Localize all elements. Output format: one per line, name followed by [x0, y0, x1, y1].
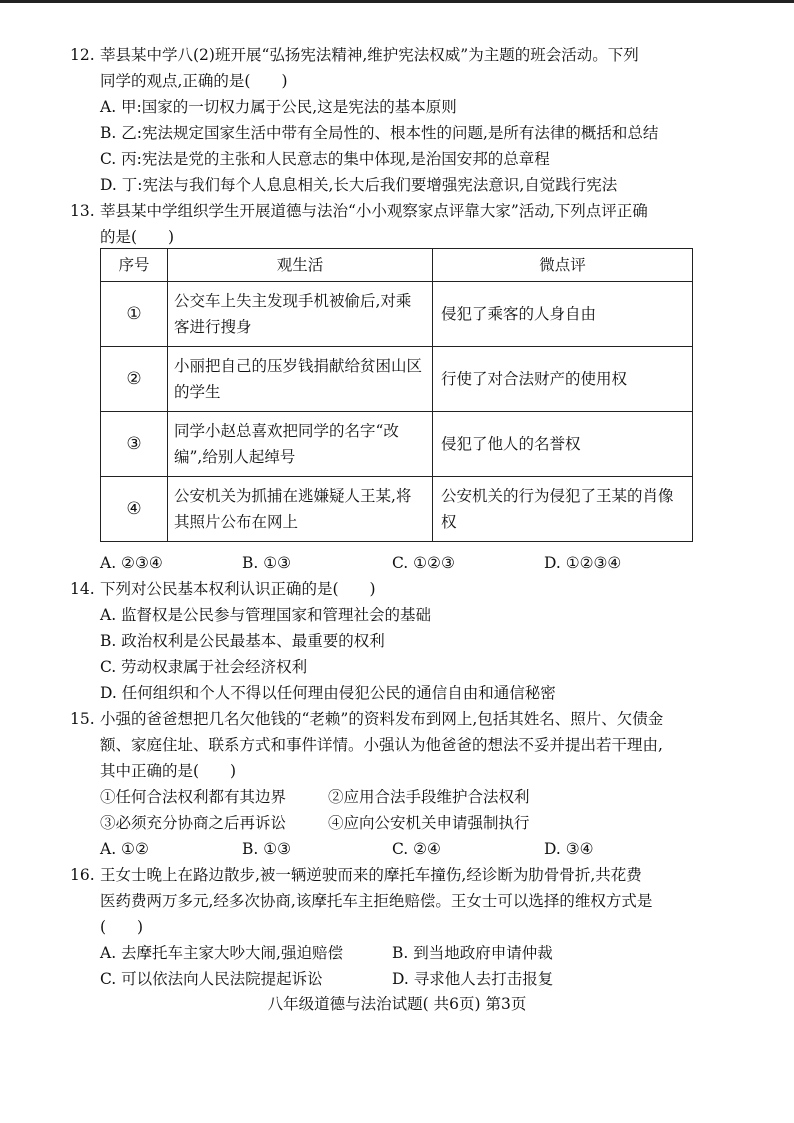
option-d: D. ①②③④	[544, 554, 622, 572]
row-index: ④	[101, 477, 168, 542]
row-index: ③	[101, 412, 168, 477]
question-number: 12.	[70, 46, 95, 64]
option-c: C. ①②③	[392, 554, 455, 572]
option-b: B. ①③	[242, 840, 292, 858]
option-b: B. 到当地政府申请仲裁	[392, 944, 553, 962]
table-header-row	[101, 249, 693, 282]
statement-2: ②应用合法手段维护合法权利	[328, 788, 530, 806]
option-c: C. 丙:宪法是党的主张和人民意志的集中体现,是治国安邦的总章程	[100, 150, 550, 168]
option-a: A. ①②	[100, 840, 149, 858]
options-row	[100, 550, 700, 576]
statement-4: ④应向公安机关申请强制执行	[328, 814, 530, 832]
question-number: 15.	[70, 710, 95, 728]
row-comment: 侵犯了他人的名誉权	[433, 412, 693, 477]
row-index: ①	[101, 282, 168, 347]
question-number: 13.	[70, 202, 95, 220]
option-b: B. ①③	[242, 554, 292, 572]
option-d: D. 任何组织和个人不得以任何理由侵犯公民的通信自由和通信秘密	[100, 684, 556, 702]
question-13-options	[100, 550, 700, 576]
table-row	[101, 477, 693, 542]
option-c: C. 可以依法向人民法院提起诉讼	[100, 970, 323, 988]
row-life: 同学小赵总喜欢把同学的名字“改编”,给别人起绰号	[168, 412, 433, 477]
option-a: A. 甲:国家的一切权力属于公民,这是宪法的基本原则	[100, 98, 457, 116]
option-a: A. 监督权是公民参与管理国家和管理社会的基础	[100, 606, 432, 624]
question-stem: 王女士晚上在路边散步,被一辆逆驶而来的摩托车撞伤,经诊断为肋骨骨折,共花费	[100, 866, 642, 884]
option-d: D. 丁:宪法与我们每个人息息相关,长大后我们要增强宪法意识,自觉践行宪法	[100, 176, 618, 194]
option-c: C. 劳动权隶属于社会经济权利	[100, 658, 308, 676]
option-c: C. ②④	[392, 840, 441, 858]
header-comment: 微点评	[433, 249, 693, 282]
row-comment: 侵犯了乘客的人身自由	[433, 282, 693, 347]
question-stem: 小强的爸爸想把几名欠他钱的“老赖”的资料发布到网上,包括其姓名、照片、欠债金	[100, 710, 664, 728]
question-stem: 的是( )	[100, 228, 175, 246]
statements-row	[100, 810, 700, 836]
row-life: 小丽把自己的压岁钱捐献给贫困山区的学生	[168, 347, 433, 412]
question-stem: 额、家庭住址、联系方式和事件详情。小强认为他爸爸的想法不妥并提出若干理由,	[100, 736, 663, 754]
option-a: A. 去摩托车主家大吵大闹,强迫赔偿	[100, 944, 343, 962]
option-d: D. 寻求他人去打击报复	[392, 970, 554, 988]
options-row	[100, 966, 700, 992]
row-comment: 行使了对合法财产的使用权	[433, 347, 693, 412]
page-footer: 八年级道德与法治试题( 共6页) 第3页	[267, 995, 527, 1013]
question-stem: 莘县某中学八(2)班开展“弘扬宪法精神,维护宪法权威”为主题的班会活动。下列	[100, 46, 639, 64]
table-row	[101, 282, 693, 347]
question-number: 16.	[70, 866, 95, 884]
statement-3: ③必须充分协商之后再诉讼	[100, 814, 287, 832]
question-stem: 其中正确的是( )	[100, 762, 237, 780]
option-a: A. ②③④	[100, 554, 163, 572]
table-row	[101, 347, 693, 412]
options-row	[100, 940, 700, 966]
question-stem: 莘县某中学组织学生开展道德与法治“小小观察家点评靠大家”活动,下列点评正确	[100, 202, 648, 220]
question-stem: 医药费两万多元,经多次协商,该摩托车主拒绝赔偿。王女士可以选择的维权方式是	[100, 892, 653, 910]
option-d: D. ③④	[544, 840, 594, 858]
row-life: 公安机关为抓捕在逃嫌疑人王某,将其照片公布在网上	[168, 477, 433, 542]
option-b: B. 政治权利是公民最基本、最重要的权利	[100, 632, 385, 650]
question-stem: ( )	[100, 918, 144, 936]
statement-1: ①任何合法权利都有其边界	[100, 788, 287, 806]
question-stem: 下列对公民基本权利认识正确的是( )	[100, 580, 376, 598]
question-12	[70, 42, 700, 198]
option-b: B. 乙:宪法规定国家生活中带有全局性的、根本性的问题,是所有法律的概括和总结	[100, 124, 659, 142]
question-stem: 同学的观点,正确的是( )	[100, 72, 288, 90]
question-16	[70, 862, 700, 992]
options-row	[100, 836, 700, 862]
statements-row	[100, 784, 700, 810]
header-life: 观生活	[168, 249, 433, 282]
observation-table	[100, 248, 693, 542]
row-comment: 公安机关的行为侵犯了王某的肖像权	[433, 477, 693, 542]
question-13	[70, 198, 700, 250]
row-life: 公交车上失主发现手机被偷后,对乘客进行搜身	[168, 282, 433, 347]
header-index: 序号	[101, 249, 168, 282]
table-row	[101, 412, 693, 477]
row-index: ②	[101, 347, 168, 412]
question-14	[70, 576, 700, 706]
question-15	[70, 706, 700, 862]
question-number: 14.	[70, 580, 95, 598]
